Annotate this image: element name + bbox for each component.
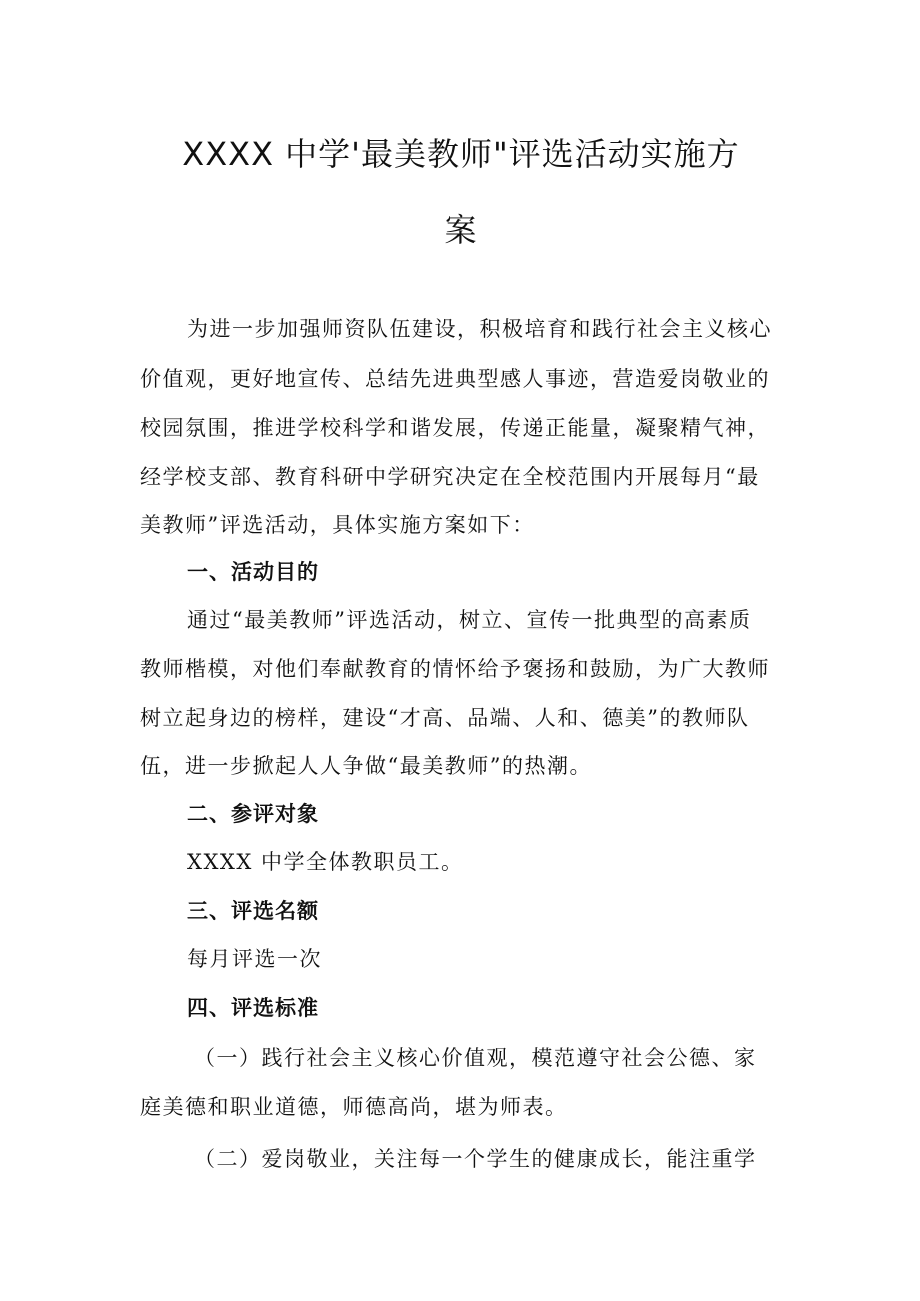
criteria-item-1-line: （一）践行社会主义核心价值观，模范遵守社会公德、家 <box>194 1046 757 1070</box>
intro-line: 美教师”评选活动，具体实施方案如下： <box>140 513 535 537</box>
section2-line: XXXX 中学全体教职员工。 <box>187 850 464 874</box>
section1-line: 通过“最美教师”评选活动，树立、宣传一批典型的高素质 <box>187 608 752 632</box>
intro-line: 为进一步加强师资队伍建设，积极培育和践行社会主义核心 <box>187 317 772 341</box>
section-heading-participants: 二、参评对象 <box>187 802 319 826</box>
intro-line: 价值观，更好地宣传、总结先进典型感人事迹，营造爱岗敬业的 <box>140 367 770 391</box>
intro-line: 经学校支部、教育科研中学研究决定在全校范围内开展每月“最 <box>140 465 760 489</box>
section3-line: 每月评选一次 <box>187 947 322 971</box>
criteria-item-1-line: 庭美德和职业道德，师德高尚，堪为师表。 <box>140 1095 568 1119</box>
section-heading-quota: 三、评选名额 <box>187 899 319 923</box>
intro-line: 校园氛围，推进学校科学和谐发展，传递正能量，凝聚精气神， <box>140 416 770 440</box>
document-title-line-1: XXXX 中学'最美教师"评选活动实施方 <box>182 135 740 173</box>
section1-line: 教师楷模，对他们奉献教育的情怀给予褒扬和鼓励，为广大教师 <box>140 657 770 681</box>
section-heading-criteria: 四、评选标准 <box>187 996 319 1020</box>
section-heading-purpose: 一、活动目的 <box>187 560 319 584</box>
document-title-line-2: 案 <box>444 211 478 249</box>
section1-line: 树立起身边的榜样，建设“才高、品端、人和、德美”的教师队 <box>140 706 750 730</box>
section1-line: 伍，进一步掀起人人争做“最美教师”的热潮。 <box>140 754 592 778</box>
criteria-item-2-line: （二）爱岗敬业，关注每一个学生的健康成长，能注重学 <box>194 1147 757 1171</box>
